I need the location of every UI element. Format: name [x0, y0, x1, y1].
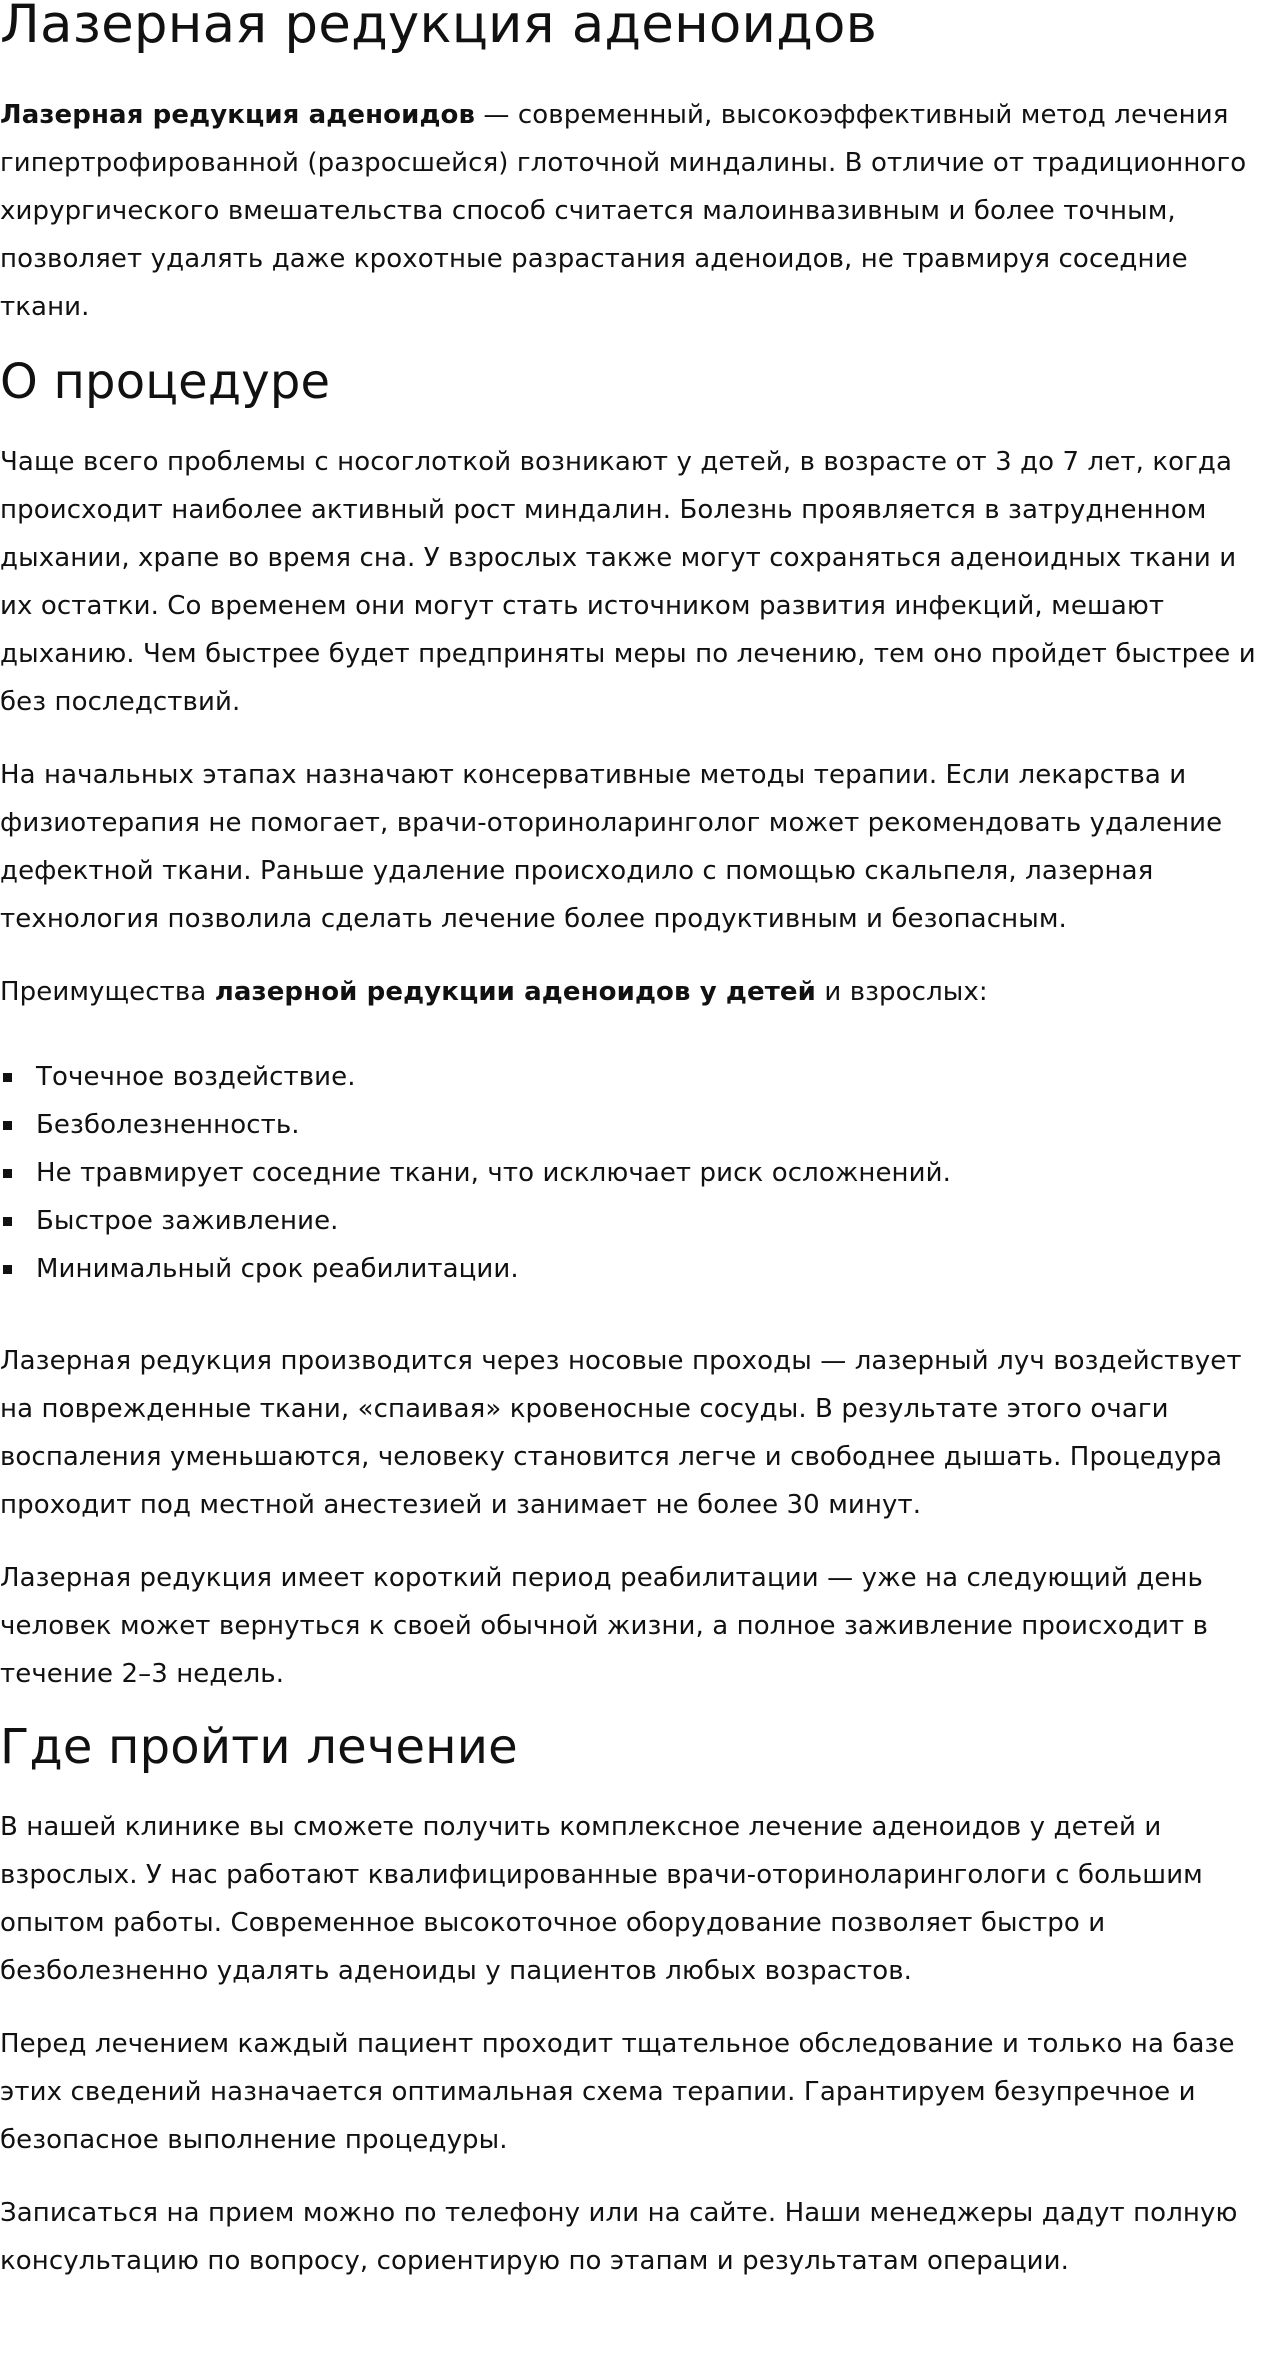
list-item-text: Не травмирует соседние ткани, что исключает риск осложнений. [36, 1158, 952, 1188]
bullet-square-icon [3, 1121, 12, 1130]
procedure-paragraph-1: Чаще всего проблемы с носоглоткой возникают у детей, в возрасте от 3 до 7 лет, когда происходит наиболее активный рост миндалин. Болезнь проявляется в затрудненном дыхании, храпе во время сна. У взрослых также могут сохраняться аденоидных ткани и их остатки. Со временем они могут стать источником развития инфекций, мешают дыханию. Чем быстрее будет предприняты меры по лечению, тем оно пройдет быстрее и без последствий. [0, 447, 1256, 717]
page-title: Лазерная редукция аденоидов [0, 0, 878, 55]
procedure-paragraph-4: Лазерная редукция имеет короткий период реабилитации — уже на следующий день человек может вернуться к своей обычной жизни, а полное заживление происходит в течение 2–3 недель. [0, 1563, 1208, 1689]
bullet-square-icon [3, 1169, 12, 1178]
list-item [0, 1101, 1270, 1149]
intro-bold: Лазерная редукция аденоидов [0, 100, 476, 130]
section-heading-where: Где пройти лечение [0, 1719, 518, 1775]
list-item-text: Безболезненность. [36, 1110, 300, 1140]
where-paragraph-2: Перед лечением каждый пациент проходит тщательное обследование и только на базе этих сведений назначается оптимальная схема терапии. Гарантируем безупречное и безопасное выполнение процедуры. [0, 2029, 1235, 2155]
bullet-square-icon [3, 1073, 12, 1082]
list-item-text: Минимальный срок реабилитации. [36, 1254, 519, 1284]
benefits-intro-bold: лазерной редукции аденоидов у детей [214, 977, 816, 1007]
benefits-intro-after: и взрослых: [815, 977, 988, 1007]
procedure-paragraph-3: Лазерная редукция производится через носовые проходы — лазерный луч воздействует на поврежденные ткани, «спаивая» кровеносные сосуды. В результате этого очаги воспаления уменьшаются, человеку становится легче и свободнее дышать. Процедура проходит под местной анестезией и занимает не более 30 минут. [0, 1346, 1242, 1520]
bullet-square-icon [3, 1265, 12, 1274]
benefits-intro [0, 968, 1270, 1016]
list-item [0, 1197, 1270, 1245]
intro-text: — современный, высокоэффективный метод лечения гипертрофированной (разросшейся) глоточной миндалины. В отличие от традиционного хирургического вмешательства способ считается малоинвазивным и более точным, позволяет удалять даже крохотные разрастания аденоидов, не травмируя соседние ткани. [0, 100, 1247, 322]
list-item [0, 1245, 1270, 1293]
list-item [0, 1053, 1270, 1101]
where-paragraph-3: Записаться на прием можно по телефону или на сайте. Наши менеджеры дадут полную консультацию по вопросу, сориентирую по этапам и результатам операции. [0, 2198, 1238, 2276]
procedure-paragraph-2: На начальных этапах назначают консервативные методы терапии. Если лекарства и физиотерапия не помогает, врачи-оториноларинголог может рекомендовать удаление дефектной ткани. Раньше удаление происходило с помощью скальпеля, лазерная технология позволила сделать лечение более продуктивным и безопасным. [0, 760, 1223, 934]
where-paragraph-1: В нашей клинике вы сможете получить комплексное лечение аденоидов у детей и взрослых. У нас работают квалифицированные врачи-оториноларингологи с большим опытом работы. Современное высокоточное оборудование позволяет быстро и безболезненно удалять аденоиды у пациентов любых возрастов. [0, 1812, 1203, 1986]
section-heading-procedure: О процедуре [0, 354, 331, 410]
benefits-list [0, 1053, 1270, 1293]
list-item-text: Точечное воздействие. [36, 1062, 356, 1092]
benefits-intro-before: Преимущества [0, 977, 215, 1007]
bullet-square-icon [3, 1217, 12, 1226]
list-item [0, 1149, 1270, 1197]
list-item-text: Быстрое заживление. [36, 1206, 339, 1236]
intro-paragraph [0, 91, 1270, 331]
